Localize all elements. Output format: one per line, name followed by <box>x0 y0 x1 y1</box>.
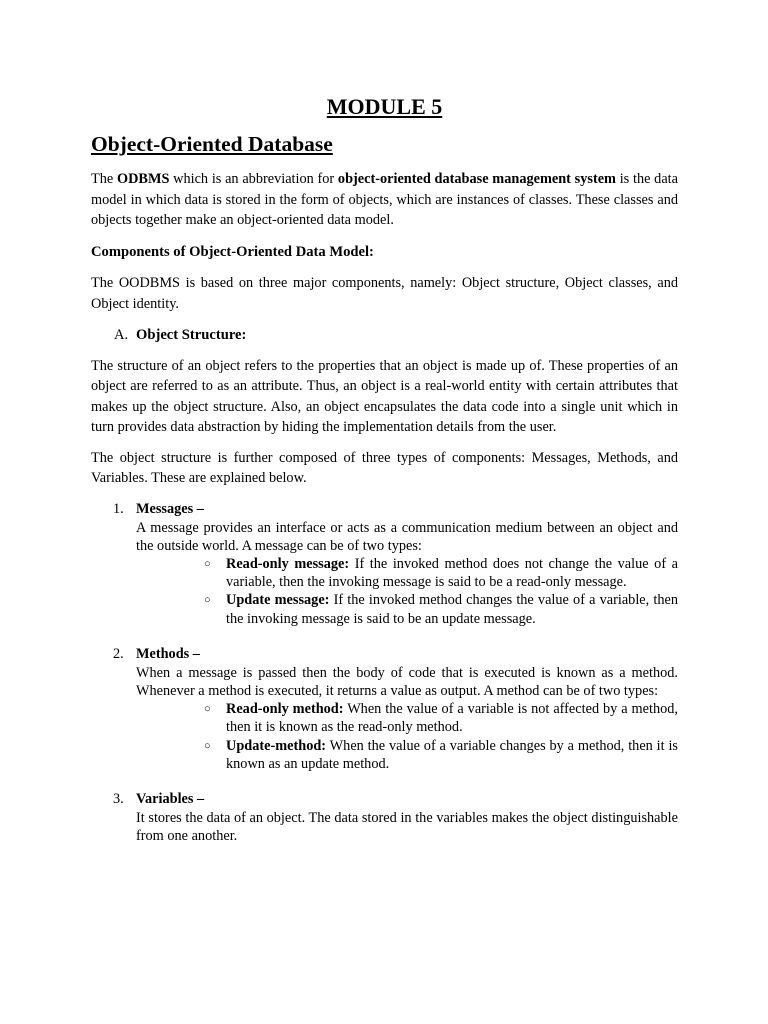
sub-item-term: Update message: <box>226 592 330 609</box>
intro-term-odbms: ODBMS <box>116 171 170 187</box>
sub-item-read-only-method <box>204 700 678 736</box>
item-number: 2. <box>113 645 124 662</box>
sub-item-term: Read-only message: <box>226 555 350 572</box>
list-item-messages <box>113 500 678 628</box>
item-number: 3. <box>113 790 124 807</box>
circle-bullet-icon: ○ <box>204 739 211 752</box>
circle-bullet-icon: ○ <box>204 557 211 570</box>
object-structure-heading-text: Object Structure: <box>136 327 247 343</box>
intro-paragraph <box>91 169 678 231</box>
messages-description: A message provides an interface or acts as a communication medium between an object and the outside world. A message can be of two types: <box>136 519 678 554</box>
item-number: 1. <box>113 500 124 517</box>
page-title: Object-Oriented Database <box>91 132 333 156</box>
circle-bullet-icon: ○ <box>204 703 211 716</box>
messages-types-list <box>204 555 678 628</box>
methods-heading <box>113 645 678 664</box>
methods-types-list <box>204 700 678 773</box>
methods-description: When a message is passed then the body of code that is executed is known as a method. Whenever a method is executed, it returns a value as output. A method can be of two types: <box>136 664 678 699</box>
messages-body <box>136 519 678 628</box>
sub-item-read-only-message <box>204 555 678 591</box>
sub-item-text: When the value of a variable is not affected by a method, then it is known as the read-only method. <box>226 701 678 736</box>
methods-heading-text: Methods – <box>136 645 200 662</box>
object-structure-paragraph: The structure of an object refers to the properties that an object is made up of. These properties of an object are referred to as an attribute. Thus, an object is a real-world entity with certain attributes that makes up the object structure. Also, an object encapsulates the data code into a single unit which in turn provides data abstraction by hiding the implementation details from the user. <box>91 357 678 435</box>
intro-text-3: is the data model in which data is stored in the form of objects, which are instances of classes. These classes and objects together make an object-oriented data model. <box>91 171 678 228</box>
circle-bullet-icon: ○ <box>204 594 211 607</box>
list-item-variables <box>113 790 678 845</box>
intro-text-2: which is an abbreviation for <box>169 171 338 187</box>
object-structure-heading <box>114 325 678 346</box>
list-item-methods <box>113 645 678 773</box>
variables-body <box>136 809 678 845</box>
variables-description: It stores the data of an object. The data stored in the variables makes the object distinguishable from one another. <box>136 809 678 845</box>
intro-text-1: The <box>91 171 117 187</box>
sub-item-text: If the invoked method changes the value of a variable, then the invoking message is said to be an update message. <box>226 592 678 627</box>
components-types-paragraph: The object structure is further composed of three types of components: Messages, Methods, and Variables. These are explained below. <box>91 449 678 486</box>
messages-heading <box>113 500 678 519</box>
module-title: MODULE 5 <box>326 94 443 119</box>
sub-item-text: If the invoked method does not change the value of a variable, then the invoking message is said to be a read-only message. <box>226 555 678 591</box>
sub-item-term: Update-method: <box>226 737 327 754</box>
intro-term-oodbms: object-oriented database management system <box>337 171 616 187</box>
variables-heading <box>113 790 678 809</box>
components-heading: Components of Object-Oriented Data Model: <box>91 243 374 260</box>
section-marker: A. <box>114 327 129 343</box>
methods-body <box>136 664 678 773</box>
variables-heading-text: Variables – <box>136 790 205 807</box>
sub-item-text: When the value of a variable changes by a method, then it is known as an update method. <box>226 737 678 772</box>
components-paragraph: The OODBMS is based on three major components, namely: Object structure, Object classes, and Object identity. <box>91 275 678 312</box>
sub-item-term: Read-only method: <box>226 701 344 718</box>
messages-heading-text: Messages – <box>136 500 204 517</box>
sub-item-update-method <box>204 737 678 773</box>
sub-item-update-message <box>204 591 678 627</box>
